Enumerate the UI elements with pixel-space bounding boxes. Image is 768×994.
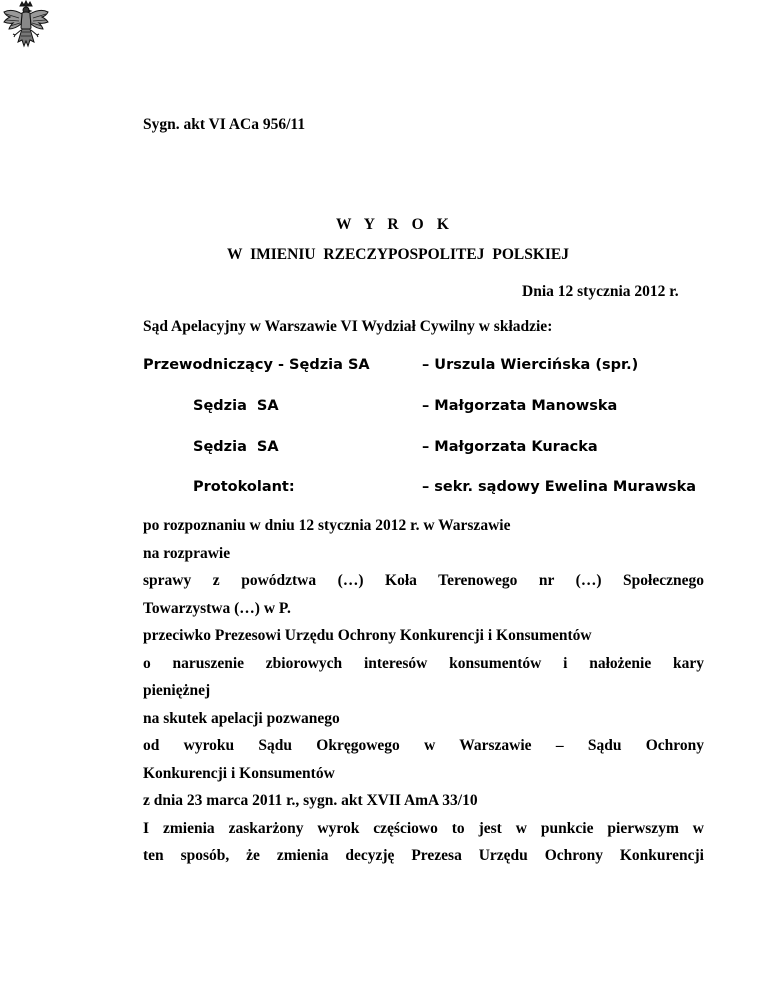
presiding-judge-name: – Urszula Wiercińska (spr.) [422, 357, 639, 373]
body-line: pieniężnej [143, 682, 211, 699]
polish-eagle-emblem-icon [0, 0, 52, 50]
judgment-title: W Y R O K [336, 216, 454, 233]
judge-2-role: Sędzia SA [193, 439, 279, 455]
clerk-name: – sekr. sądowy Ewelina Murawska [422, 479, 697, 495]
body-line: po rozpoznaniu w dniu 12 stycznia 2012 r. w Warszawie [143, 517, 511, 534]
body-line: od wyroku Sądu Okręgowego w Warszawie – Sądu Ochrony [143, 737, 704, 754]
body-line: Towarzystwa (…) w P. [143, 599, 291, 617]
body-line: z dnia 23 marca 2011 r., sygn. akt XVII AmA 33/10 [143, 792, 478, 809]
clerk-role: Protokolant: [193, 479, 295, 495]
case-signature: Sygn. akt VI ACa 956/11 [143, 116, 306, 133]
body-line: przeciwko Prezesowi Urzędu Ochrony Konkurencji i Konsumentów [143, 627, 592, 644]
court-composition-heading: Sąd Apelacyjny w Warszawie VI Wydział Cywilny w składzie: [143, 318, 553, 335]
judgment-date: Dnia 12 stycznia 2012 r. [522, 283, 679, 300]
judge-2-name: – Małgorzata Kuracka [422, 439, 598, 455]
judgment-body [143, 512, 704, 870]
body-line: na rozprawie [143, 544, 231, 562]
body-line: sprawy z powództwa (…) Koła Terenowego nr (…) Społecznego [143, 572, 704, 589]
judge-1-name: – Małgorzata Manowska [422, 398, 618, 414]
judge-1-role: Sędzia SA [193, 398, 279, 414]
judgment-subtitle: W IMIENIU RZECZYPOSPOLITEJ POLSKIEJ [227, 246, 570, 263]
body-line: na skutek apelacji pozwanego [143, 709, 340, 727]
body-line: ten sposób, że zmienia decyzję Prezesa Urzędu Ochrony Konkurencji [143, 847, 704, 864]
body-line: o naruszenie zbiorowych interesów konsumentów i nałożenie kary [143, 654, 704, 672]
body-line: Konkurencji i Konsumentów [143, 764, 335, 782]
body-line: I zmienia zaskarżony wyrok częściowo to jest w punkcie pierwszym w [143, 819, 704, 837]
presiding-judge-role: Przewodniczący - Sędzia SA [143, 357, 370, 373]
